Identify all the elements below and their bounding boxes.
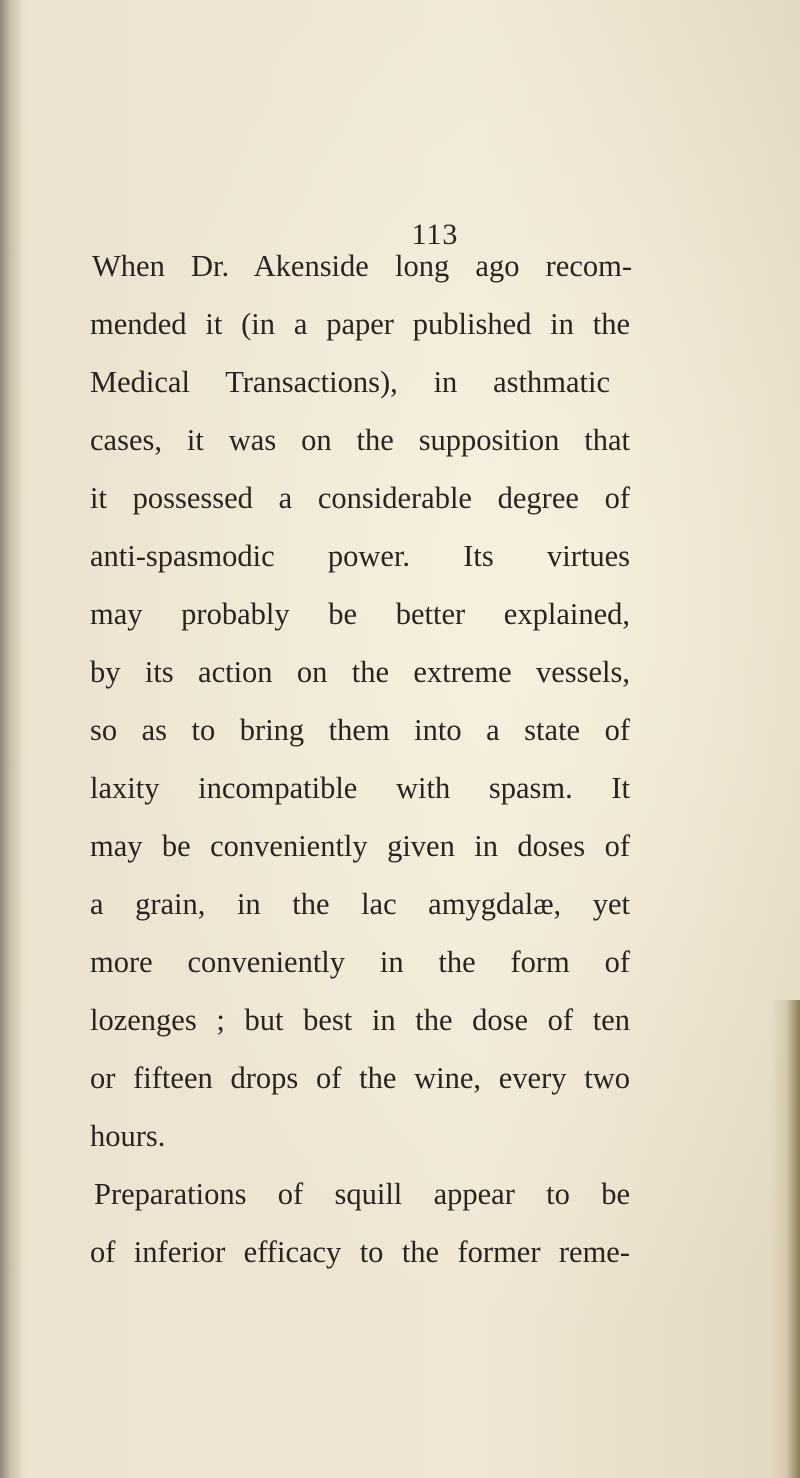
text-line: so as to bring them into a state of (90, 713, 630, 747)
text-line: When Dr. Akenside long ago recom- (92, 249, 632, 283)
text-line: a grain, in the lac amygdalæ, yet (90, 887, 630, 921)
text-line: may be conveniently given in doses of (90, 829, 630, 863)
text-line: mended it (in a paper published in the (90, 307, 630, 341)
text-line: Medical Transactions), in asthmatic (90, 365, 610, 399)
text-line: by its action on the extreme vessels, (90, 655, 630, 689)
text-line: Preparations of squill appear to be (94, 1177, 630, 1211)
text-line: laxity incompatible with spasm. It (90, 771, 630, 805)
page-number: 113 (411, 218, 459, 251)
text-line: hours. (90, 1119, 166, 1153)
text-line: of inferior efficacy to the former reme- (90, 1235, 630, 1269)
text-line: more conveniently in the form of (90, 945, 630, 979)
text-line: or fifteen drops of the wine, every two (90, 1061, 630, 1095)
text-line: lozenges ; but best in the dose of ten (90, 1003, 630, 1037)
page-right-edge-stain (770, 1000, 800, 1478)
text-line: may probably be better explained, (90, 597, 630, 631)
text-line: it possessed a considerable degree of (90, 481, 630, 515)
text-line: anti-spasmodic power. Its virtues (90, 539, 630, 573)
text-line: cases, it was on the supposition that (90, 423, 630, 457)
